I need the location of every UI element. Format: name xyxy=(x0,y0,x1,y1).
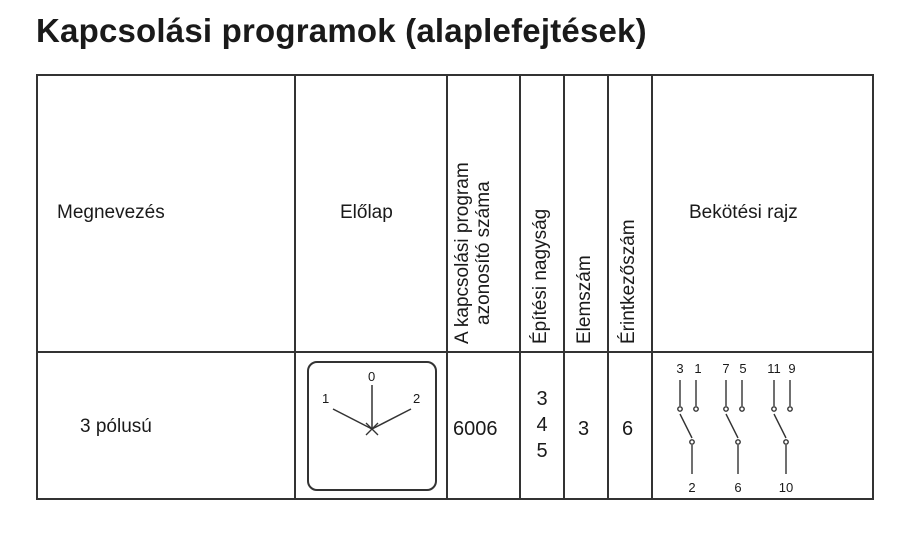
position-label: 1 xyxy=(322,391,330,406)
row-element-count: 3 xyxy=(578,418,590,440)
terminal-label: 1 xyxy=(694,361,702,376)
header-wiring: Bekötési rajz xyxy=(689,202,798,223)
terminal-label: 2 xyxy=(688,480,696,495)
header-program-id-line1: A kapcsolási program xyxy=(452,162,473,344)
header-element-count: Elemszám xyxy=(574,255,595,344)
page-title: Kapcsolási programok (alaplefejtések) xyxy=(36,12,647,49)
build-size-value: 4 xyxy=(536,414,548,436)
column-divider xyxy=(519,74,521,500)
header-program-id-line2: azonosító száma xyxy=(473,181,494,325)
terminal-label: 5 xyxy=(739,361,747,376)
position-label: 0 xyxy=(368,369,376,384)
terminal-label: 3 xyxy=(676,361,684,376)
header-front-panel: Előlap xyxy=(340,202,393,223)
header-program-id xyxy=(452,162,494,344)
wiring-diagram xyxy=(662,356,812,496)
column-divider xyxy=(294,74,296,500)
header-row-divider xyxy=(36,351,874,353)
column-divider xyxy=(563,74,565,500)
build-size-value: 3 xyxy=(536,388,548,410)
position-label: 2 xyxy=(413,391,421,406)
column-divider xyxy=(872,74,874,500)
selector-dial-icon xyxy=(309,363,435,489)
column-divider xyxy=(36,74,38,500)
header-name: Megnevezés xyxy=(57,202,165,223)
terminal-label: 7 xyxy=(722,361,730,376)
terminal-label: 10 xyxy=(778,480,794,495)
terminal-label: 6 xyxy=(734,480,742,495)
row-name: 3 pólusú xyxy=(80,416,152,437)
column-divider xyxy=(607,74,609,500)
terminal-label: 9 xyxy=(788,361,796,376)
column-divider xyxy=(651,74,653,500)
column-divider xyxy=(446,74,448,500)
row-build-size xyxy=(531,386,553,464)
header-contact-count: Érintkezőszám xyxy=(618,219,639,344)
front-panel-drawing xyxy=(307,361,437,491)
row-contact-count: 6 xyxy=(622,418,634,440)
terminal-label: 11 xyxy=(767,361,781,376)
table-top-border xyxy=(36,74,874,76)
header-build-size: Építési nagyság xyxy=(530,208,551,344)
table-bottom-border xyxy=(36,498,874,500)
row-program-id: 6006 xyxy=(453,418,498,440)
build-size-value: 5 xyxy=(536,440,548,462)
